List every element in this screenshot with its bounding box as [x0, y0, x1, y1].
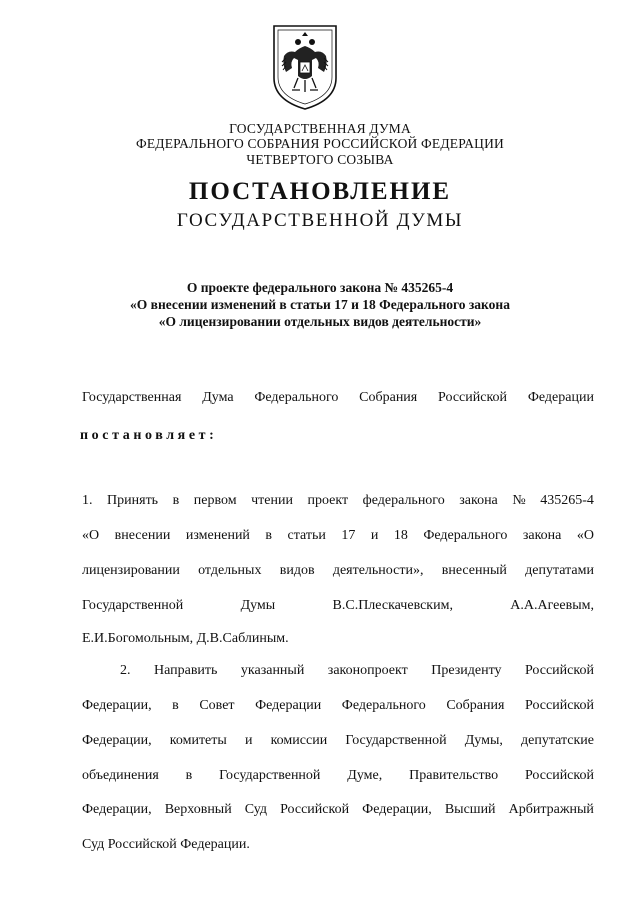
- word: Высший: [444, 802, 496, 817]
- word: депутатами: [525, 563, 594, 578]
- subject-line-3: «О лицензировании отдельных видов деятельности»: [158, 314, 482, 329]
- word: объединения: [82, 768, 159, 783]
- word: 435265-4: [540, 493, 594, 508]
- word: депутатские: [521, 733, 594, 748]
- paragraph-2-line-1: [120, 663, 594, 679]
- word: Государственной: [219, 768, 321, 783]
- word: Российской: [525, 698, 594, 713]
- word: Совет: [199, 698, 235, 713]
- word: Федерального: [254, 390, 339, 405]
- word: видов: [279, 563, 315, 578]
- preamble-text: [82, 390, 594, 406]
- word: изменений: [185, 528, 250, 543]
- word: федерального: [362, 493, 445, 508]
- word: комиссии: [270, 733, 328, 748]
- word: «О: [82, 528, 100, 543]
- word: закона: [459, 493, 498, 508]
- org-line-duma: ГОСУДАРСТВЕННАЯ ДУМА: [229, 121, 411, 136]
- word: Федерального: [341, 698, 426, 713]
- word: Думе,: [347, 768, 383, 783]
- paragraph-1-line-1: [82, 493, 594, 509]
- paragraph-1-line-5: Е.И.Богомольным, Д.В.Саблиным.: [82, 631, 289, 646]
- word: Федерации: [255, 698, 322, 713]
- word: законопроект: [327, 663, 408, 678]
- word: №: [512, 493, 526, 508]
- word: Российской: [524, 663, 594, 678]
- word: Федерации,: [82, 698, 152, 713]
- word: Думы,: [464, 733, 503, 748]
- word: и: [244, 733, 253, 748]
- word: в: [185, 768, 193, 783]
- word: 17: [341, 528, 356, 543]
- paragraph-2-line-2: [82, 698, 594, 714]
- word: Государственная: [82, 390, 182, 405]
- word: Президенту: [431, 663, 502, 678]
- word: чтении: [251, 493, 293, 508]
- paragraph-2-line-6: Суд Российской Федерации.: [82, 837, 250, 852]
- word: 18: [393, 528, 408, 543]
- word: Собрания: [446, 698, 505, 713]
- word: Российской: [438, 390, 508, 405]
- document-issuer-title: ГОСУДАРСТВЕННОЙ ДУМЫ: [176, 210, 464, 231]
- paragraph-1-line-2: [82, 528, 594, 544]
- word: Российской: [280, 802, 350, 817]
- word: в: [265, 528, 273, 543]
- word: 2.: [120, 663, 131, 678]
- paragraph-2-line-4: [82, 768, 594, 784]
- subject-line-2: «О внесении изменений в статьи 17 и 18 Федерального закона: [130, 297, 510, 312]
- word: внесении: [114, 528, 171, 543]
- org-line-convocation: ЧЕТВЕРТОГО СОЗЫВА: [246, 152, 394, 167]
- word: в: [172, 493, 180, 508]
- word: комитеты: [169, 733, 227, 748]
- word: Верховный: [164, 802, 232, 817]
- russian-coat-of-arms-icon: [268, 20, 342, 112]
- word: Арбитражный: [508, 802, 594, 817]
- org-line-federal-assembly: ФЕДЕРАЛЬНОГО СОБРАНИЯ РОССИЙСКОЙ ФЕДЕРАЦИИ: [136, 136, 504, 151]
- word: Государственной: [345, 733, 447, 748]
- word: проект: [307, 493, 349, 508]
- word: Российской: [524, 768, 594, 783]
- word: Дума: [202, 390, 234, 405]
- word: деятельности»,: [332, 563, 424, 578]
- word: в: [172, 698, 179, 713]
- word: внесенный: [441, 563, 507, 578]
- paragraph-2-line-5: [82, 802, 594, 818]
- word: первом: [193, 493, 237, 508]
- subject-line-1: О проекте федерального закона № 435265-4: [186, 280, 454, 295]
- word: Суд: [244, 802, 268, 817]
- paragraph-1-line-4: [82, 598, 594, 614]
- word: Федерации,: [82, 802, 152, 817]
- word: Государственной: [82, 598, 184, 613]
- word: Собрания: [359, 390, 418, 405]
- document-type-title: ПОСТАНОВЛЕНИЕ: [188, 178, 452, 205]
- word: А.А.Агеевым,: [510, 598, 594, 613]
- decides-heading: постановляет:: [80, 428, 218, 443]
- word: «О: [576, 528, 594, 543]
- word: отдельных: [198, 563, 262, 578]
- word: Направить: [153, 663, 218, 678]
- word: и: [370, 528, 379, 543]
- paragraph-1-line-3: [82, 563, 594, 579]
- word: статьи: [287, 528, 326, 543]
- word: Думы: [240, 598, 276, 613]
- word: Принять: [107, 493, 159, 508]
- word: Правительство: [409, 768, 499, 783]
- word: Федерации: [527, 390, 594, 405]
- word: закона: [522, 528, 562, 543]
- word: указанный: [240, 663, 305, 678]
- word: Федерального: [423, 528, 508, 543]
- word: лицензировании: [82, 563, 180, 578]
- word: Федерации,: [82, 733, 152, 748]
- paragraph-2-line-3: [82, 733, 594, 749]
- word: В.С.Плескачевским,: [332, 598, 453, 613]
- word: Федерации,: [362, 802, 432, 817]
- word: 1.: [82, 493, 93, 508]
